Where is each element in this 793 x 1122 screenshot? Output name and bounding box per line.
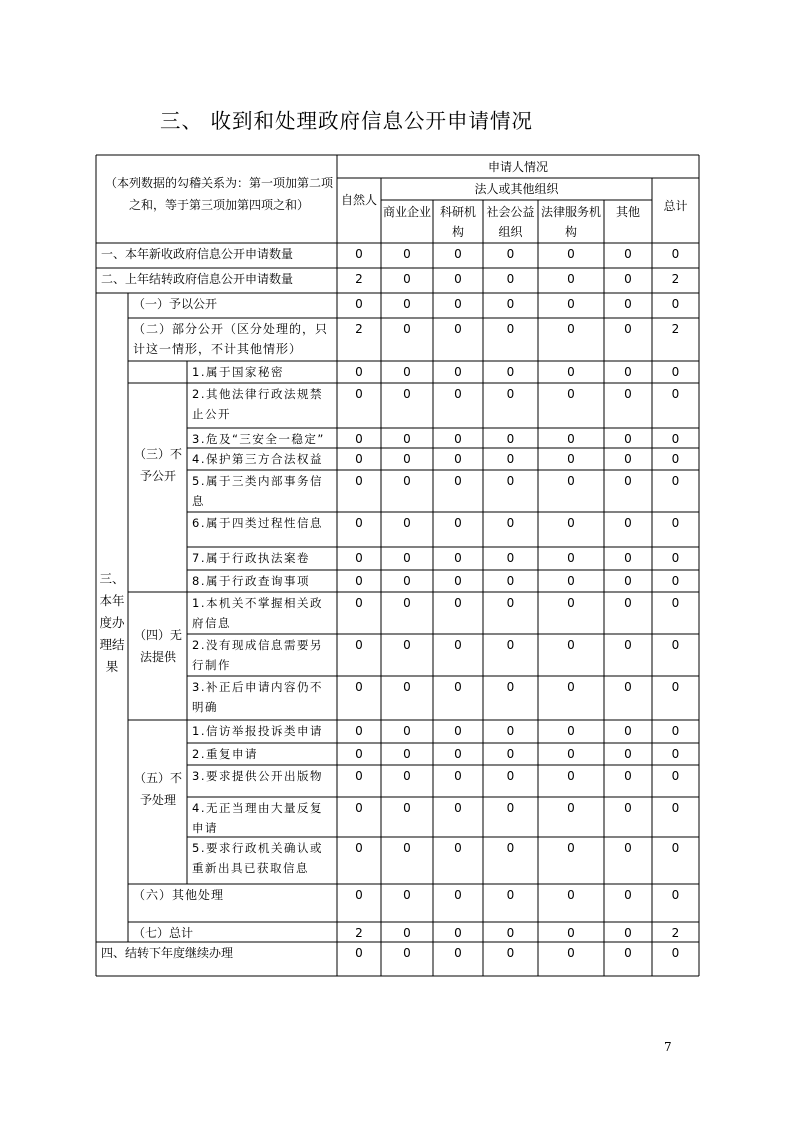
row-value: 0 — [403, 322, 411, 336]
row-value: 0 — [403, 516, 411, 530]
group-label-not-process: （五）不予处理 — [133, 771, 182, 807]
row-value: 2 — [671, 272, 680, 286]
row-value: 0 — [355, 680, 363, 694]
row-value: 0 — [355, 747, 363, 761]
row-value: 0 — [454, 297, 462, 311]
row-value: 0 — [506, 474, 515, 488]
row-value: 0 — [671, 551, 680, 565]
row-label: 8.属于行政查询事项 — [192, 574, 310, 588]
row-value: 0 — [671, 841, 680, 855]
row-value: 0 — [403, 474, 411, 488]
row-value: 0 — [454, 638, 462, 652]
row-label: 一、本年新收政府信息公开申请数量 — [101, 247, 294, 261]
row-value: 0 — [403, 596, 411, 610]
row-value: 0 — [671, 516, 680, 530]
row-value: 0 — [506, 365, 515, 379]
row-value: 0 — [567, 365, 575, 379]
header-col-3: 法律服务机构 — [540, 205, 601, 239]
row-value: 0 — [506, 638, 515, 652]
row-value: 0 — [355, 432, 363, 446]
group-label-section-three: 三、本年度办理结果 — [99, 571, 125, 674]
row-value: 0 — [454, 841, 462, 855]
row-value: 0 — [355, 297, 363, 311]
row-value: 0 — [624, 801, 632, 815]
row-value: 0 — [671, 574, 680, 588]
row-value: 0 — [567, 946, 575, 960]
row-value: 0 — [454, 747, 462, 761]
row-value: 0 — [671, 247, 680, 261]
row-value: 0 — [454, 365, 462, 379]
row-value: 0 — [506, 247, 515, 261]
row-value: 0 — [454, 452, 462, 466]
row-value: 0 — [403, 387, 411, 401]
row-value: 0 — [403, 297, 411, 311]
row-value: 0 — [671, 365, 680, 379]
row-value: 0 — [671, 452, 680, 466]
row-value: 0 — [506, 801, 515, 815]
row-value: 0 — [355, 516, 363, 530]
row-value: 0 — [567, 724, 575, 738]
row-value: 0 — [624, 551, 632, 565]
row-value: 0 — [355, 387, 363, 401]
header-total: 总计 — [663, 199, 688, 213]
group-label-refuse: （三）不予公开 — [133, 447, 182, 483]
row-value: 0 — [567, 680, 575, 694]
row-value: 0 — [454, 322, 462, 336]
row-value: 0 — [403, 247, 411, 261]
header-note: （本列数据的勾稽关系为：第一项加第二项之和，等于第三项加第四项之和） — [104, 176, 333, 212]
row-value: 0 — [454, 551, 462, 565]
row-value: 0 — [671, 801, 680, 815]
row-value: 2 — [671, 322, 680, 336]
page-title: 三、 收到和处理政府信息公开申请情况 — [160, 109, 534, 133]
row-label: 3.危及“三安全一稳定” — [192, 432, 325, 446]
row-value: 0 — [355, 801, 363, 815]
row-label: 5.属于三类内部事务信息 — [192, 474, 323, 508]
row-label: （六）其他处理 — [133, 888, 225, 902]
row-value: 0 — [567, 888, 575, 902]
row-value: 0 — [506, 551, 515, 565]
row-value: 0 — [671, 680, 680, 694]
row-value: 0 — [567, 322, 575, 336]
row-value: 0 — [671, 432, 680, 446]
row-value: 0 — [403, 452, 411, 466]
row-value: 0 — [506, 432, 515, 446]
row-value: 0 — [454, 724, 462, 738]
row-label: 四、结转下年度继续办理 — [101, 946, 234, 960]
row-value: 0 — [454, 574, 462, 588]
row-label: （一）予以公开 — [133, 297, 218, 311]
row-value: 0 — [624, 365, 632, 379]
row-value: 0 — [567, 272, 575, 286]
header-natural-person: 自然人 — [340, 193, 377, 207]
group-label-unable: （四）无法提供 — [133, 628, 182, 664]
row-value: 0 — [403, 888, 411, 902]
row-value: 0 — [624, 322, 632, 336]
row-value: 2 — [355, 926, 363, 940]
row-value: 0 — [454, 247, 462, 261]
row-value: 0 — [403, 747, 411, 761]
header-legal-orgs: 法人或其他组织 — [474, 182, 559, 196]
row-value: 0 — [355, 596, 363, 610]
row-value: 0 — [671, 888, 680, 902]
row-value: 0 — [355, 474, 363, 488]
row-value: 0 — [403, 769, 411, 783]
row-value: 0 — [671, 387, 680, 401]
row-label: （二）部分公开（区分处理的，只计这一情形，不计其他情形） — [133, 322, 329, 356]
row-value: 0 — [403, 801, 411, 815]
row-label: 3.要求提供公开出版物 — [192, 769, 323, 783]
row-value: 0 — [567, 247, 575, 261]
row-label: 1.属于国家秘密 — [192, 365, 284, 379]
row-value: 2 — [355, 272, 363, 286]
row-value: 0 — [624, 516, 632, 530]
row-value: 0 — [355, 574, 363, 588]
row-value: 0 — [506, 322, 515, 336]
row-value: 0 — [624, 452, 632, 466]
row-value: 0 — [506, 724, 515, 738]
row-label: 2.其他法律行政法规禁止公开 — [192, 387, 323, 421]
row-value: 0 — [355, 888, 363, 902]
header-col-1: 科研机构 — [439, 205, 476, 239]
row-value: 0 — [454, 387, 462, 401]
header-applicant-info: 申请人情况 — [487, 160, 548, 174]
row-value: 0 — [624, 596, 632, 610]
header-col-0: 商业企业 — [383, 205, 431, 219]
row-label: 2.没有现成信息需要另行制作 — [192, 638, 323, 672]
row-value: 0 — [624, 946, 632, 960]
row-label: 2.重复申请 — [192, 747, 258, 761]
row-value: 0 — [671, 474, 680, 488]
row-value: 0 — [454, 432, 462, 446]
row-value: 0 — [567, 432, 575, 446]
row-value: 0 — [454, 596, 462, 610]
row-value: 0 — [403, 680, 411, 694]
row-label: 1.本机关不掌握相关政府信息 — [192, 596, 323, 630]
row-value: 0 — [567, 297, 575, 311]
row-value: 0 — [624, 297, 632, 311]
row-value: 0 — [671, 747, 680, 761]
row-value: 0 — [454, 680, 462, 694]
row-value: 0 — [355, 638, 363, 652]
row-value: 0 — [403, 272, 411, 286]
header-col-2: 社会公益组织 — [486, 205, 535, 239]
row-value: 0 — [567, 596, 575, 610]
row-value: 0 — [624, 387, 632, 401]
row-label: 4.无正当理由大量反复申请 — [192, 801, 323, 835]
row-value: 0 — [403, 574, 411, 588]
row-value: 0 — [355, 769, 363, 783]
row-value: 0 — [624, 926, 632, 940]
row-value: 0 — [403, 432, 411, 446]
row-value: 0 — [567, 801, 575, 815]
row-value: 0 — [454, 888, 462, 902]
row-value: 0 — [624, 724, 632, 738]
row-value: 0 — [624, 680, 632, 694]
row-value: 0 — [355, 551, 363, 565]
row-value: 0 — [567, 474, 575, 488]
row-value: 0 — [506, 680, 515, 694]
row-value: 0 — [355, 841, 363, 855]
row-value: 0 — [403, 926, 411, 940]
row-value: 0 — [671, 946, 680, 960]
row-value: 0 — [567, 638, 575, 652]
row-value: 0 — [624, 432, 632, 446]
row-value: 0 — [624, 638, 632, 652]
row-value: 0 — [403, 365, 411, 379]
row-value: 0 — [355, 452, 363, 466]
row-value: 0 — [355, 724, 363, 738]
row-value: 0 — [355, 946, 363, 960]
row-value: 0 — [624, 474, 632, 488]
row-value: 0 — [624, 769, 632, 783]
row-value: 0 — [454, 801, 462, 815]
row-value: 0 — [671, 769, 680, 783]
row-value: 0 — [624, 841, 632, 855]
row-value: 0 — [567, 769, 575, 783]
row-value: 0 — [567, 452, 575, 466]
row-value: 0 — [355, 247, 363, 261]
row-value: 0 — [454, 769, 462, 783]
row-value: 0 — [506, 841, 515, 855]
row-value: 0 — [506, 574, 515, 588]
row-value: 0 — [567, 387, 575, 401]
row-value: 2 — [671, 926, 680, 940]
row-value: 0 — [403, 638, 411, 652]
row-value: 0 — [567, 747, 575, 761]
row-label: （七）总计 — [133, 926, 194, 940]
row-value: 0 — [567, 516, 575, 530]
row-value: 0 — [403, 946, 411, 960]
row-value: 0 — [506, 452, 515, 466]
row-label: 7.属于行政执法案卷 — [192, 551, 310, 565]
row-value: 0 — [454, 946, 462, 960]
header-col-4: 其他 — [615, 205, 640, 219]
row-label: 1.信访举报投诉类申请 — [192, 724, 323, 738]
row-value: 0 — [671, 297, 680, 311]
row-value: 0 — [506, 888, 515, 902]
row-value: 0 — [567, 574, 575, 588]
row-label: 3.补正后申请内容仍不明确 — [192, 680, 323, 714]
row-value: 0 — [624, 247, 632, 261]
row-value: 0 — [454, 926, 462, 940]
row-value: 0 — [671, 596, 680, 610]
row-value: 0 — [567, 926, 575, 940]
row-value: 0 — [567, 841, 575, 855]
row-value: 0 — [624, 888, 632, 902]
row-value: 0 — [506, 272, 515, 286]
row-value: 0 — [403, 841, 411, 855]
row-value: 0 — [506, 387, 515, 401]
row-value: 0 — [454, 272, 462, 286]
row-value: 0 — [506, 926, 515, 940]
row-label: 二、上年结转政府信息公开申请数量 — [101, 272, 294, 286]
row-value: 0 — [403, 724, 411, 738]
row-label: 4.保护第三方合法权益 — [192, 452, 323, 466]
row-value: 0 — [506, 596, 515, 610]
row-value: 0 — [506, 946, 515, 960]
row-label: 6.属于四类过程性信息 — [192, 516, 323, 530]
row-value: 0 — [624, 747, 632, 761]
row-value: 0 — [454, 516, 462, 530]
row-value: 0 — [506, 516, 515, 530]
row-value: 0 — [567, 551, 575, 565]
row-value: 0 — [624, 574, 632, 588]
page-number: 7 — [664, 1040, 672, 1054]
row-value: 0 — [624, 272, 632, 286]
row-value: 0 — [506, 769, 515, 783]
row-value: 0 — [403, 551, 411, 565]
row-value: 0 — [671, 724, 680, 738]
row-value: 0 — [506, 297, 515, 311]
row-label: 5.要求行政机关确认或重新出具已获取信息 — [192, 841, 323, 875]
row-value: 0 — [506, 747, 515, 761]
row-value: 0 — [454, 474, 462, 488]
row-value: 0 — [355, 365, 363, 379]
row-value: 0 — [671, 638, 680, 652]
row-value: 2 — [355, 322, 363, 336]
